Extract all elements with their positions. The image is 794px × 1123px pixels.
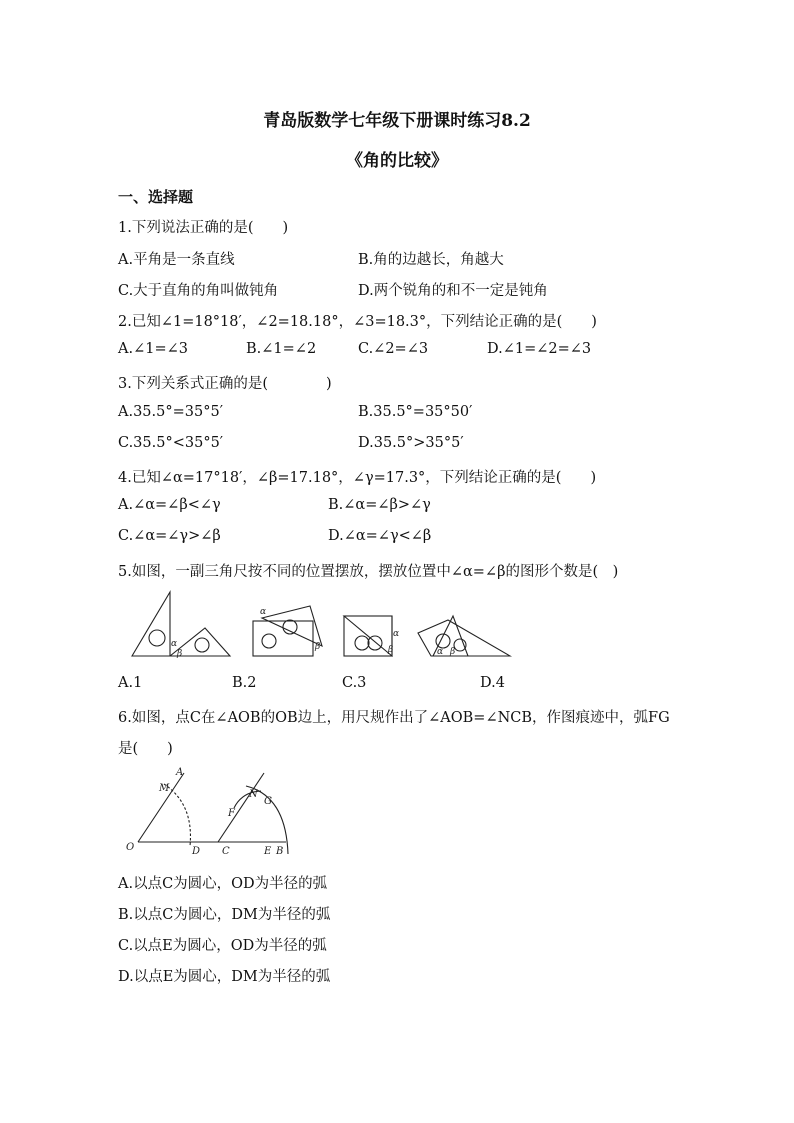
figure-3-beta-label: β [388, 645, 394, 655]
question-6-option-c: C.以点E为圆心，OD为半径的弧 [118, 938, 327, 954]
figure-1-alpha-label: α [171, 639, 178, 649]
question-6-option-b: B.以点C为圆心，DM为半径的弧 [118, 907, 331, 923]
label-d: D [192, 846, 201, 857]
question-4-option-a: A.∠α=∠β<∠γ [118, 497, 221, 513]
question-4-option-b: B.∠α=∠β>∠γ [328, 497, 431, 513]
question-1-option-b: B.角的边越长，角越大 [358, 252, 504, 268]
label-e: E [264, 846, 272, 857]
question-6-stem-continued: 是( ) [118, 741, 173, 757]
question-5-option-d: D.4 [480, 675, 505, 691]
question-3-option-c: C.35.5°<35°5′ [118, 435, 224, 451]
figure-4-beta-label: β [450, 647, 456, 657]
ray-cn [218, 773, 264, 842]
question-1-stem: 1.下列说法正确的是( ) [118, 220, 289, 236]
question-6-stem: 6.如图，点C在∠AOB的OB边上，用尺规作出了∠AOB=∠NCB，作图痕迹中，弧FG [118, 710, 670, 726]
figure-2-beta-label: β [315, 642, 321, 652]
question-4-option-c: C.∠α=∠γ>∠β [118, 528, 221, 544]
label-m: M [159, 783, 170, 794]
question-3-option-a: A.35.5°=35°5′ [118, 404, 223, 420]
question-4-stem: 4.已知∠α=17°18′，∠β=17.18°，∠γ=17.3°，下列结论正确的是( ) [118, 470, 597, 486]
question-2-stem: 2.已知∠1=18°18′，∠2=18.18°，∠3=18.3°，下列结论正确的是( ) [118, 314, 597, 330]
label-a: A [176, 767, 184, 778]
question-1-option-d: D.两个锐角的和不一定是钝角 [358, 283, 548, 299]
question-6-option-a: A.以点C为圆心，OD为半径的弧 [118, 876, 328, 892]
question-3-option-d: D.35.5°>35°5′ [358, 435, 464, 451]
figure-4-alpha-label: α [437, 647, 444, 657]
compass-construction-figure [118, 766, 298, 860]
label-n: N [249, 789, 258, 800]
page-title: 青岛版数学七年级下册课时练习8.2 [263, 111, 531, 131]
figure-4 [418, 616, 510, 657]
label-f: F [228, 808, 235, 819]
figure-1-beta-label: β [177, 649, 183, 659]
question-4-option-d: D.∠α=∠γ<∠β [328, 528, 432, 544]
question-2-option-a: A.∠1=∠3 [118, 341, 188, 357]
figure-1 [132, 592, 230, 659]
question-1-option-a: A.平角是一条直线 [118, 252, 235, 268]
figure-2-alpha-label: α [260, 607, 267, 617]
question-2-option-c: C.∠2=∠3 [358, 341, 429, 357]
question-3-stem: 3.下列关系式正确的是( ) [118, 376, 332, 392]
question-2-option-d: D.∠1=∠2=∠3 [487, 341, 592, 357]
question-5-option-b: B.2 [232, 675, 257, 691]
label-o: O [126, 842, 135, 853]
label-c: C [222, 846, 230, 857]
question-5-option-a: A.1 [118, 675, 143, 691]
question-2-option-b: B.∠1=∠2 [246, 341, 317, 357]
figure-3-alpha-label: α [393, 629, 400, 639]
figure-3 [344, 616, 399, 656]
question-6-option-d: D.以点E为圆心，DM为半径的弧 [118, 969, 331, 985]
triangle-rulers-figure [118, 590, 518, 665]
question-5-option-c: C.3 [342, 675, 367, 691]
label-g: G [264, 796, 272, 807]
label-b: B [276, 846, 284, 857]
question-1-option-c: C.大于直角的角叫做钝角 [118, 283, 279, 299]
question-5-stem: 5.如图，一副三角尺按不同的位置摆放，摆放位置中∠α=∠β的图形个数是( ) [118, 564, 619, 580]
question-3-option-b: B.35.5°=35°50′ [358, 404, 473, 420]
section-heading: 一、选择题 [118, 188, 194, 206]
figure-2 [253, 606, 322, 656]
page-subtitle: 《角的比较》 [346, 151, 448, 171]
